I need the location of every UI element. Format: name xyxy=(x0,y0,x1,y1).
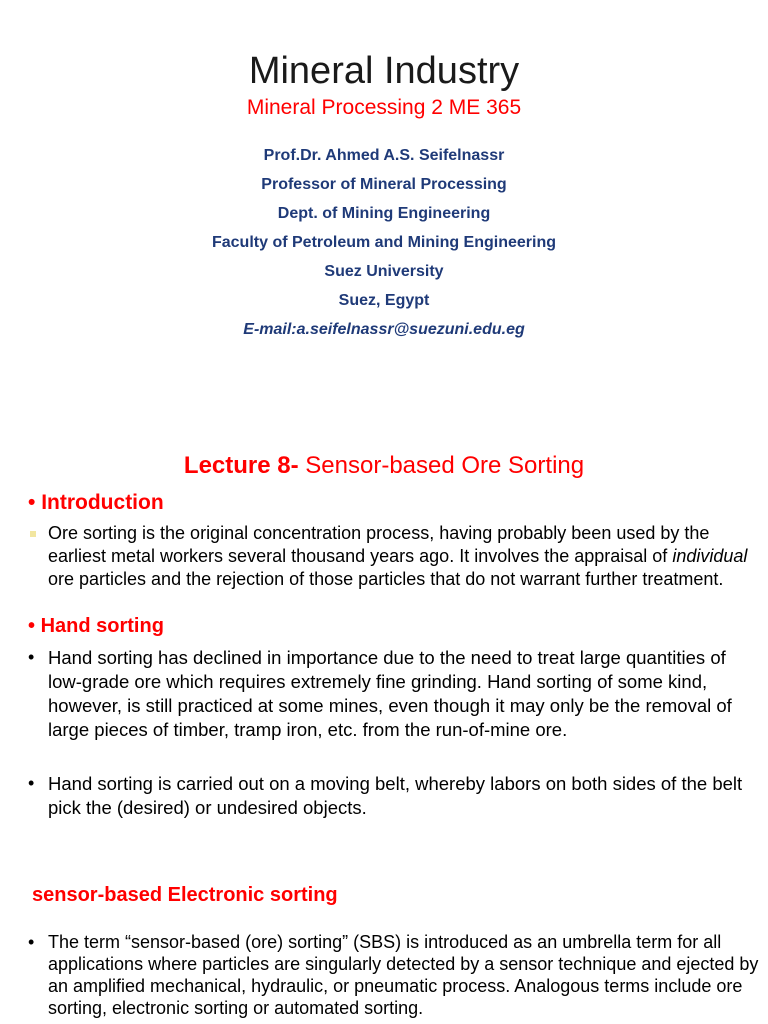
bullet-icon: • xyxy=(28,647,35,667)
sbs-paragraph: The term “sensor-based (ore) sorting” (SBS) is introduced as an umbrella term for all applications where particles are singularly detected by a sensor technique and ejected by an amplified mechanical, hydraulic, or pneumatic process. Analogous terms include ore sorting, electronic sorting or automated sorting. xyxy=(48,932,759,1018)
author-university: Suez University xyxy=(324,263,444,280)
author-location: Suez, Egypt xyxy=(338,292,430,309)
author-name: Prof.Dr. Ahmed A.S. Seifelnassr xyxy=(263,147,505,164)
square-bullet-icon xyxy=(30,531,36,537)
intro-heading xyxy=(28,491,164,515)
hand-sorting-paragraph-1: Hand sorting has declined in importance due to the need to treat large quantities of low-grade ore which requires extremely fine grinding. Hand sorting of some kind, however, is still practiced at some mines, even though it may only be the removal of large pieces of timber, tramp iron, etc. from the run-of-mine ore. xyxy=(48,647,732,740)
document-title: Mineral Industry xyxy=(248,50,520,92)
author-position: Professor of Mineral Processing xyxy=(261,176,507,193)
bullet-icon: • xyxy=(28,773,35,793)
intro-heading-label: Introduction xyxy=(41,491,164,514)
bullet-icon: • xyxy=(28,491,36,514)
author-email[interactable]: E-mail:a.seifelnassr@suezuni.edu.eg xyxy=(243,321,525,338)
bullet-icon: • xyxy=(28,932,35,952)
bullet-icon: • xyxy=(28,615,36,637)
author-department: Dept. of Mining Engineering xyxy=(277,205,491,222)
lecture-topic: Sensor-based Ore Sorting xyxy=(298,452,585,479)
hand-sorting-heading-label: Hand sorting xyxy=(40,615,164,637)
lecture-heading xyxy=(0,452,768,480)
course-subtitle: Mineral Processing 2 ME 365 xyxy=(246,96,522,119)
hand-sorting-heading xyxy=(28,615,164,638)
hand-sorting-paragraph-2: Hand sorting is carried out on a moving belt, whereby labors on both sides of the belt pick the (desired) or undesired objects. xyxy=(48,773,743,818)
lecture-number: Lecture 8- xyxy=(183,452,299,479)
italic-term: individual xyxy=(672,546,748,566)
intro-paragraph: Ore sorting is the original concentration process, having probably been used by the earliest metal workers several thousand years ago. It involves the appraisal of individual ore particles and the rejection of those particles that do not warrant further treatment. xyxy=(48,522,760,591)
sbs-heading: sensor-based Electronic sorting xyxy=(32,884,338,906)
author-faculty: Faculty of Petroleum and Mining Engineering xyxy=(211,234,557,251)
